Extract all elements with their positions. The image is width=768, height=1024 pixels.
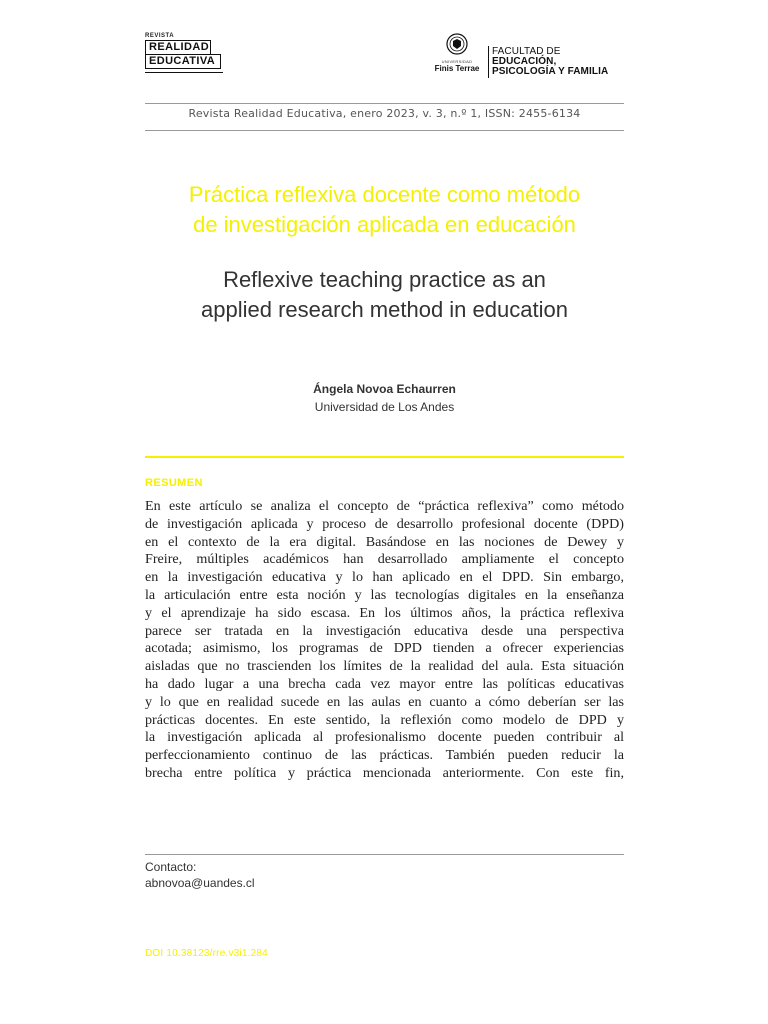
author-affiliation: Universidad de Los Andes	[314, 400, 455, 414]
journal-logo-line1: REALIDAD	[145, 40, 211, 54]
doi-link[interactable]: DOI 10.38123/rre.v3i1.284	[145, 948, 268, 959]
abstract-line: aisladas que no trascienden los límites de la realidad del aula. Esta situación	[145, 658, 624, 675]
journal-citation: Revista Realidad Educativa, enero 2023, v. 3, n.º 1, ISSN: 2455-6134	[188, 107, 581, 120]
university-logo	[430, 33, 484, 73]
faculty-line2: EDUCACIÓN,	[492, 56, 557, 67]
faculty-line1: FACULTAD DE	[492, 46, 561, 57]
abstract-line: acotada; asimismo, los programas de DPD tienden a ofrecer experiencias	[145, 640, 624, 657]
faculty-line3: PSICOLOGÍA Y FAMILIA	[492, 66, 609, 77]
university-logo-name: Finis Terrae	[434, 64, 480, 73]
abstract-line: de investigación aplicada y proceso de desarrollo profesional docente (DPD)	[145, 515, 624, 532]
journal-logo	[145, 33, 223, 73]
abstract-line: parece ser tratada en la investigación educativa desde una perspectiva	[145, 622, 624, 639]
abstract-line: la investigación aplicada al profesionalismo docente pueden contribuir al	[145, 729, 624, 746]
journal-logo-rule	[145, 72, 223, 73]
journal-logo-line2: EDUCATIVA	[145, 54, 221, 69]
title-spanish-line: Práctica reflexiva docente como método	[188, 182, 581, 207]
university-seal-icon	[446, 33, 468, 55]
author-name: Ángela Novoa Echaurren	[313, 382, 456, 396]
university-logo-small: UNIVERSIDAD	[441, 59, 473, 64]
citation-rule-top	[145, 103, 624, 104]
abstract-rule	[145, 456, 624, 458]
abstract-label: RESUMEN	[145, 477, 203, 489]
footer-rule	[145, 854, 624, 855]
contact-email-link[interactable]: abnovoa@uandes.cl	[145, 876, 255, 890]
abstract-line: la articulación entre esta noción y las tecnologías digitales en la enseñanza	[145, 586, 624, 603]
abstract-line: en el contexto de la era digital. Basándose en las nociones de Dewey y	[145, 533, 624, 550]
faculty-logo	[492, 47, 608, 77]
contact-label: Contacto:	[145, 860, 197, 874]
abstract-line: y lo que en realidad sucede en las aulas en cuanto a cómo deberían ser las	[145, 693, 624, 710]
journal-logo-small: REVISTA	[145, 33, 175, 39]
abstract-body	[145, 498, 624, 783]
abstract-line: En este artículo se analiza el concepto de “práctica reflexiva” como método	[145, 498, 624, 514]
title-english-line: Reflexive teaching practice as an	[223, 267, 546, 292]
title-english	[145, 265, 624, 325]
faculty-divider	[488, 46, 489, 78]
abstract-line: perfeccionamiento continuo de las prácticas. También pueden reducir la	[145, 747, 624, 764]
title-spanish	[145, 180, 624, 240]
abstract-line: ha dado lugar a una brecha cada vez mayor entre las políticas educativas	[145, 675, 624, 692]
abstract-line: en la investigación educativa y lo han aplicado en el DPD. Sin embargo,	[145, 569, 624, 586]
citation-rule-bottom	[145, 130, 624, 131]
title-english-line: applied research method in education	[201, 297, 568, 322]
abstract-line: prácticas docentes. En este sentido, la reflexión como modelo de DPD y	[145, 711, 624, 728]
abstract-line: Freire, múltiples académicos han desarrollado ampliamente el concepto	[145, 551, 624, 568]
title-spanish-line: de investigación aplicada en educación	[193, 212, 576, 237]
abstract-line: y el aprendizaje ha sido escasa. En los últimos años, la práctica reflexiva	[145, 604, 624, 621]
abstract-line: brecha entre política y práctica mencionada anteriormente. Con este fin,	[145, 764, 624, 781]
